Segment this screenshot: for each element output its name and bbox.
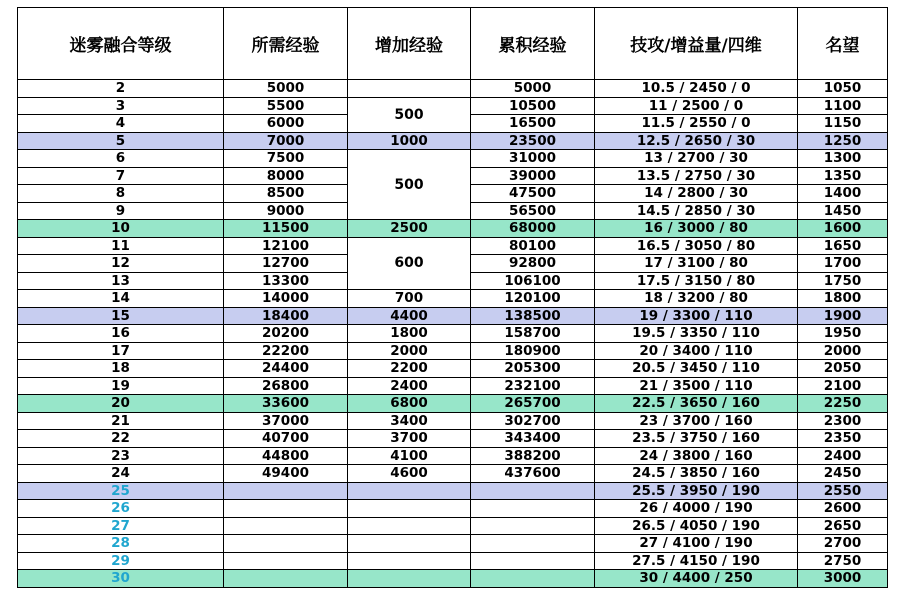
fame-cell: 3000 <box>798 570 888 588</box>
table-row <box>18 290 888 308</box>
header-level: 迷雾融合等级 <box>18 8 224 80</box>
table-row <box>18 412 888 430</box>
added-exp-cell: 600 <box>348 237 471 290</box>
stats-cell: 19.5 / 3350 / 110 <box>595 325 798 343</box>
cumulative-exp-cell: 437600 <box>471 465 595 483</box>
fame-cell: 1750 <box>798 272 888 290</box>
level-cell: 20 <box>18 395 224 413</box>
fame-cell: 2550 <box>798 482 888 500</box>
fame-cell: 2700 <box>798 535 888 553</box>
cumulative-exp-cell <box>471 570 595 588</box>
added-exp-cell: 1000 <box>348 132 471 150</box>
stats-cell: 12.5 / 2650 / 30 <box>595 132 798 150</box>
fame-cell: 2000 <box>798 342 888 360</box>
table-header-row <box>18 8 888 80</box>
cumulative-exp-cell: 56500 <box>471 202 595 220</box>
level-cell: 9 <box>18 202 224 220</box>
cumulative-exp-cell: 106100 <box>471 272 595 290</box>
required-exp-cell: 12100 <box>224 237 348 255</box>
level-cell: 17 <box>18 342 224 360</box>
level-cell: 19 <box>18 377 224 395</box>
added-exp-cell: 4400 <box>348 307 471 325</box>
table-row <box>18 377 888 395</box>
fame-cell: 1300 <box>798 150 888 168</box>
fame-cell: 1700 <box>798 255 888 273</box>
cumulative-exp-cell: 232100 <box>471 377 595 395</box>
required-exp-cell <box>224 517 348 535</box>
cumulative-exp-cell: 80100 <box>471 237 595 255</box>
stats-cell: 11 / 2500 / 0 <box>595 97 798 115</box>
stats-cell: 16.5 / 3050 / 80 <box>595 237 798 255</box>
stats-cell: 14.5 / 2850 / 30 <box>595 202 798 220</box>
required-exp-cell: 22200 <box>224 342 348 360</box>
fame-cell: 2400 <box>798 447 888 465</box>
level-cell: 29 <box>18 552 224 570</box>
stats-cell: 23.5 / 3750 / 160 <box>595 430 798 448</box>
required-exp-cell: 9000 <box>224 202 348 220</box>
stats-cell: 17 / 3100 / 80 <box>595 255 798 273</box>
header-stats: 技攻/增益量/四维 <box>595 8 798 80</box>
level-cell: 3 <box>18 97 224 115</box>
fame-cell: 1400 <box>798 185 888 203</box>
cumulative-exp-cell: 388200 <box>471 447 595 465</box>
cumulative-exp-cell: 138500 <box>471 307 595 325</box>
stats-cell: 22.5 / 3650 / 160 <box>595 395 798 413</box>
added-exp-cell: 3400 <box>348 412 471 430</box>
required-exp-cell <box>224 482 348 500</box>
cumulative-exp-cell: 16500 <box>471 115 595 133</box>
level-cell: 14 <box>18 290 224 308</box>
added-exp-cell: 2200 <box>348 360 471 378</box>
table-row <box>18 465 888 483</box>
stats-cell: 30 / 4400 / 250 <box>595 570 798 588</box>
stats-cell: 19 / 3300 / 110 <box>595 307 798 325</box>
table-row <box>18 342 888 360</box>
added-exp-cell: 2500 <box>348 220 471 238</box>
added-exp-cell: 700 <box>348 290 471 308</box>
added-exp-cell: 6800 <box>348 395 471 413</box>
table-row <box>18 307 888 325</box>
required-exp-cell: 11500 <box>224 220 348 238</box>
cumulative-exp-cell: 10500 <box>471 97 595 115</box>
fame-cell: 2100 <box>798 377 888 395</box>
stats-cell: 24.5 / 3850 / 160 <box>595 465 798 483</box>
stats-cell: 13 / 2700 / 30 <box>595 150 798 168</box>
cumulative-exp-cell: 47500 <box>471 185 595 203</box>
required-exp-cell: 49400 <box>224 465 348 483</box>
level-cell: 16 <box>18 325 224 343</box>
required-exp-cell: 14000 <box>224 290 348 308</box>
fame-cell: 2450 <box>798 465 888 483</box>
required-exp-cell: 5500 <box>224 97 348 115</box>
required-exp-cell: 7500 <box>224 150 348 168</box>
fame-cell: 1150 <box>798 115 888 133</box>
cumulative-exp-cell: 158700 <box>471 325 595 343</box>
added-exp-cell <box>348 535 471 553</box>
level-cell: 26 <box>18 500 224 518</box>
level-cell: 5 <box>18 132 224 150</box>
table-row <box>18 97 888 115</box>
added-exp-cell <box>348 552 471 570</box>
required-exp-cell: 13300 <box>224 272 348 290</box>
cumulative-exp-cell: 68000 <box>471 220 595 238</box>
level-cell: 24 <box>18 465 224 483</box>
added-exp-cell: 3700 <box>348 430 471 448</box>
required-exp-cell: 37000 <box>224 412 348 430</box>
stats-cell: 16 / 3000 / 80 <box>595 220 798 238</box>
level-cell: 30 <box>18 570 224 588</box>
level-cell: 23 <box>18 447 224 465</box>
required-exp-cell <box>224 500 348 518</box>
added-exp-cell <box>348 570 471 588</box>
table-row <box>18 447 888 465</box>
required-exp-cell: 6000 <box>224 115 348 133</box>
table-row <box>18 535 888 553</box>
added-exp-cell <box>348 80 471 98</box>
fame-cell: 2750 <box>798 552 888 570</box>
level-cell: 2 <box>18 80 224 98</box>
fusion-level-table-container <box>17 7 888 588</box>
table-row <box>18 500 888 518</box>
added-exp-cell: 4100 <box>348 447 471 465</box>
table-row <box>18 482 888 500</box>
table-row <box>18 325 888 343</box>
cumulative-exp-cell <box>471 535 595 553</box>
cumulative-exp-cell <box>471 517 595 535</box>
fame-cell: 2050 <box>798 360 888 378</box>
fame-cell: 2250 <box>798 395 888 413</box>
cumulative-exp-cell: 302700 <box>471 412 595 430</box>
required-exp-cell: 8000 <box>224 167 348 185</box>
stats-cell: 20 / 3400 / 110 <box>595 342 798 360</box>
stats-cell: 23 / 3700 / 160 <box>595 412 798 430</box>
stats-cell: 27.5 / 4150 / 190 <box>595 552 798 570</box>
stats-cell: 20.5 / 3450 / 110 <box>595 360 798 378</box>
added-exp-cell: 500 <box>348 150 471 220</box>
added-exp-cell: 500 <box>348 97 471 132</box>
cumulative-exp-cell: 5000 <box>471 80 595 98</box>
header-required-exp: 所需经验 <box>224 8 348 80</box>
table-row <box>18 220 888 238</box>
level-cell: 22 <box>18 430 224 448</box>
cumulative-exp-cell: 120100 <box>471 290 595 308</box>
level-cell: 18 <box>18 360 224 378</box>
table-row <box>18 517 888 535</box>
required-exp-cell <box>224 570 348 588</box>
stats-cell: 25.5 / 3950 / 190 <box>595 482 798 500</box>
required-exp-cell: 33600 <box>224 395 348 413</box>
table-row <box>18 395 888 413</box>
table-row <box>18 430 888 448</box>
cumulative-exp-cell <box>471 500 595 518</box>
required-exp-cell <box>224 535 348 553</box>
table-row <box>18 132 888 150</box>
stats-cell: 27 / 4100 / 190 <box>595 535 798 553</box>
stats-cell: 13.5 / 2750 / 30 <box>595 167 798 185</box>
stats-cell: 17.5 / 3150 / 80 <box>595 272 798 290</box>
stats-cell: 21 / 3500 / 110 <box>595 377 798 395</box>
required-exp-cell: 12700 <box>224 255 348 273</box>
level-cell: 15 <box>18 307 224 325</box>
stats-cell: 26.5 / 4050 / 190 <box>595 517 798 535</box>
stats-cell: 14 / 2800 / 30 <box>595 185 798 203</box>
level-cell: 7 <box>18 167 224 185</box>
fame-cell: 1100 <box>798 97 888 115</box>
cumulative-exp-cell: 31000 <box>471 150 595 168</box>
level-cell: 27 <box>18 517 224 535</box>
cumulative-exp-cell <box>471 482 595 500</box>
level-cell: 28 <box>18 535 224 553</box>
level-cell: 11 <box>18 237 224 255</box>
fame-cell: 1350 <box>798 167 888 185</box>
fame-cell: 1950 <box>798 325 888 343</box>
header-added-exp: 增加经验 <box>348 8 471 80</box>
fame-cell: 2650 <box>798 517 888 535</box>
added-exp-cell <box>348 500 471 518</box>
table-row <box>18 360 888 378</box>
required-exp-cell: 7000 <box>224 132 348 150</box>
fame-cell: 1250 <box>798 132 888 150</box>
fame-cell: 1600 <box>798 220 888 238</box>
table-row <box>18 237 888 255</box>
level-cell: 4 <box>18 115 224 133</box>
required-exp-cell: 8500 <box>224 185 348 203</box>
table-row <box>18 80 888 98</box>
required-exp-cell: 5000 <box>224 80 348 98</box>
fame-cell: 2350 <box>798 430 888 448</box>
cumulative-exp-cell: 265700 <box>471 395 595 413</box>
stats-cell: 18 / 3200 / 80 <box>595 290 798 308</box>
cumulative-exp-cell: 180900 <box>471 342 595 360</box>
required-exp-cell: 26800 <box>224 377 348 395</box>
fame-cell: 2300 <box>798 412 888 430</box>
stats-cell: 11.5 / 2550 / 0 <box>595 115 798 133</box>
cumulative-exp-cell: 39000 <box>471 167 595 185</box>
stats-cell: 26 / 4000 / 190 <box>595 500 798 518</box>
added-exp-cell: 2000 <box>348 342 471 360</box>
table-row <box>18 150 888 168</box>
cumulative-exp-cell: 23500 <box>471 132 595 150</box>
cumulative-exp-cell: 92800 <box>471 255 595 273</box>
added-exp-cell: 1800 <box>348 325 471 343</box>
fame-cell: 1900 <box>798 307 888 325</box>
required-exp-cell <box>224 552 348 570</box>
required-exp-cell: 24400 <box>224 360 348 378</box>
cumulative-exp-cell <box>471 552 595 570</box>
level-cell: 21 <box>18 412 224 430</box>
header-fame: 名望 <box>798 8 888 80</box>
fame-cell: 1800 <box>798 290 888 308</box>
added-exp-cell: 2400 <box>348 377 471 395</box>
level-cell: 10 <box>18 220 224 238</box>
fame-cell: 2600 <box>798 500 888 518</box>
required-exp-cell: 18400 <box>224 307 348 325</box>
added-exp-cell <box>348 517 471 535</box>
fame-cell: 1050 <box>798 80 888 98</box>
added-exp-cell <box>348 482 471 500</box>
table-row <box>18 552 888 570</box>
level-cell: 6 <box>18 150 224 168</box>
added-exp-cell: 4600 <box>348 465 471 483</box>
stats-cell: 10.5 / 2450 / 0 <box>595 80 798 98</box>
required-exp-cell: 20200 <box>224 325 348 343</box>
level-cell: 13 <box>18 272 224 290</box>
fame-cell: 1650 <box>798 237 888 255</box>
cumulative-exp-cell: 205300 <box>471 360 595 378</box>
header-cumulative-exp: 累积经验 <box>471 8 595 80</box>
fusion-level-table <box>17 7 888 588</box>
level-cell: 8 <box>18 185 224 203</box>
required-exp-cell: 40700 <box>224 430 348 448</box>
stats-cell: 24 / 3800 / 160 <box>595 447 798 465</box>
level-cell: 25 <box>18 482 224 500</box>
cumulative-exp-cell: 343400 <box>471 430 595 448</box>
level-cell: 12 <box>18 255 224 273</box>
table-row <box>18 570 888 588</box>
fame-cell: 1450 <box>798 202 888 220</box>
required-exp-cell: 44800 <box>224 447 348 465</box>
